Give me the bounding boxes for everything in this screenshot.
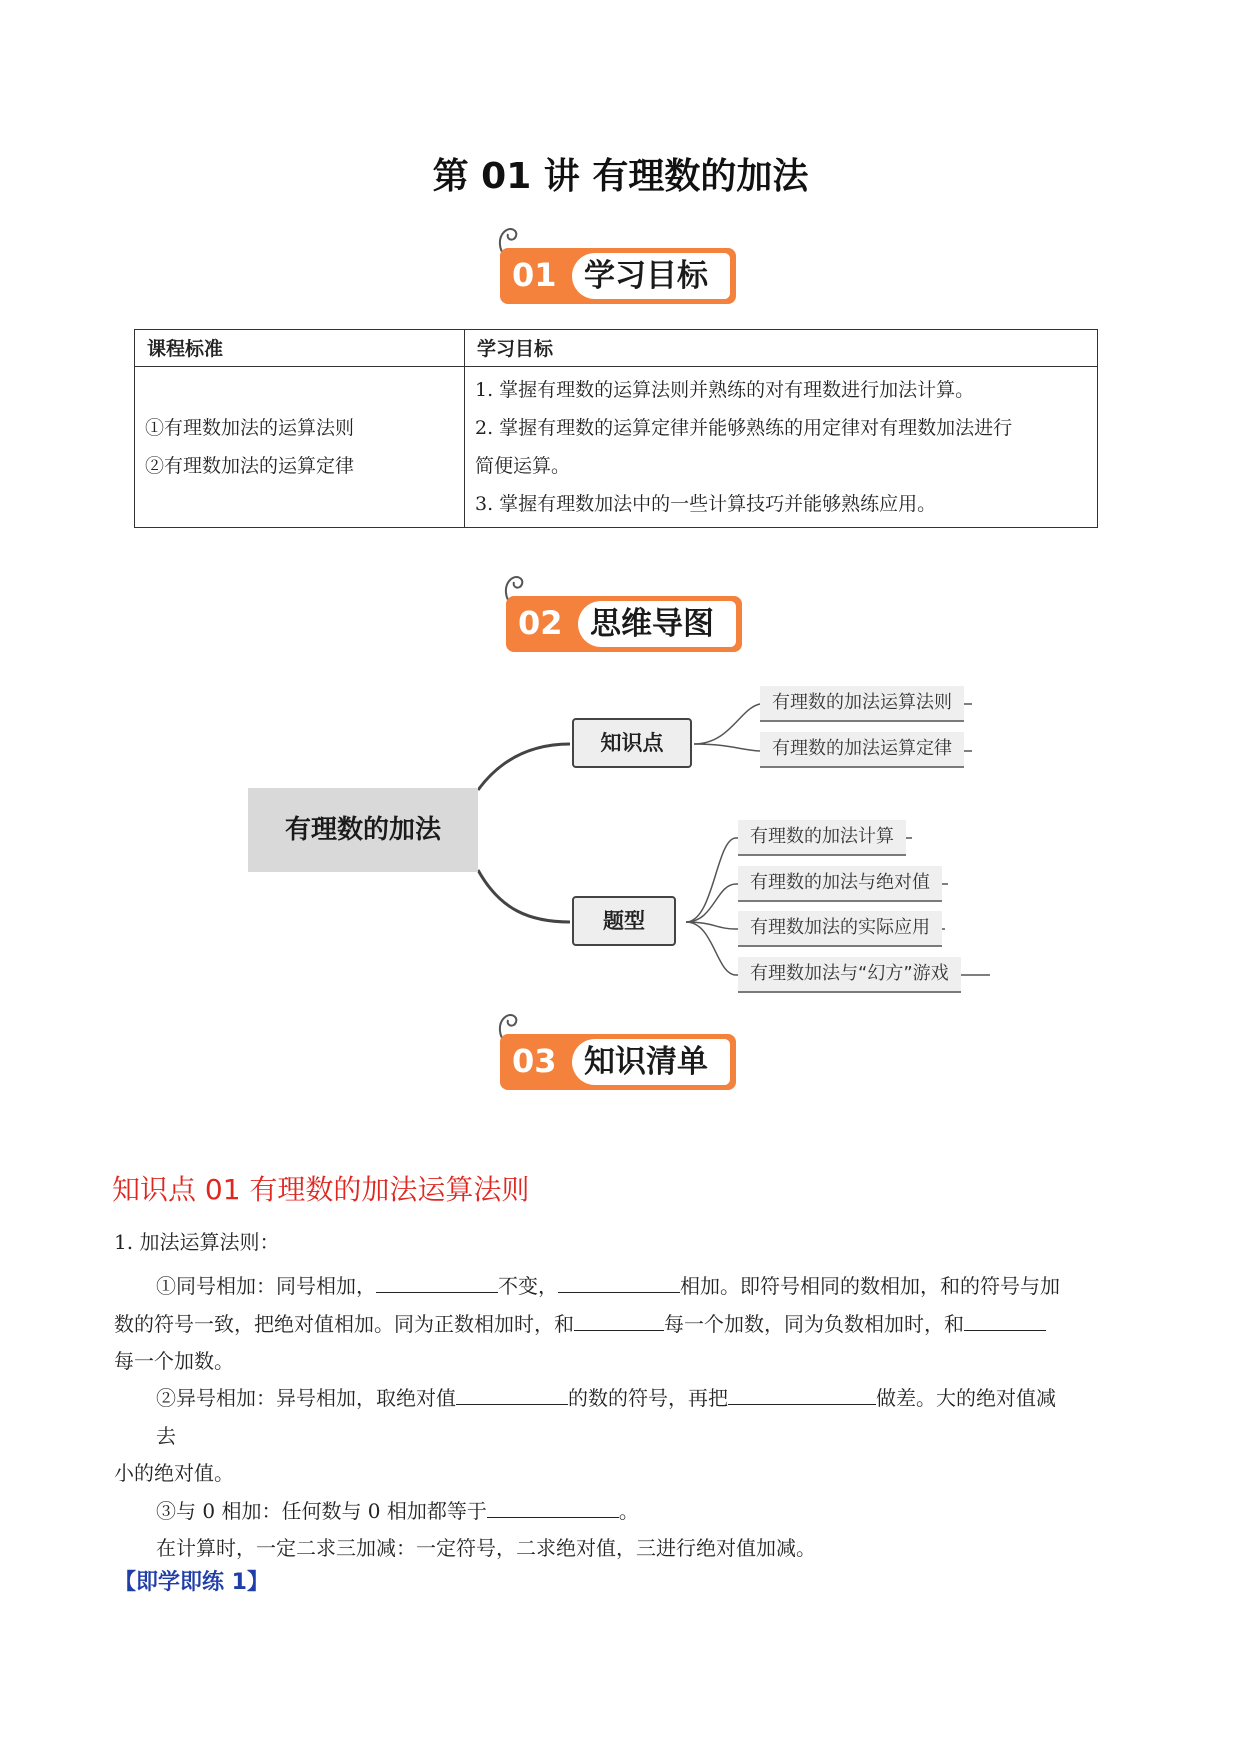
mindmap-node-knowledge: 知识点 [572,718,692,768]
rule-text: 的数的符号，再把 [568,1386,728,1410]
rule-text: 数的符号一致，把绝对值相加。同为正数相加时，和 [114,1312,574,1336]
table-header-objective: 学习目标 [465,330,1098,367]
rule-opposite-sign-line1 [156,1380,1056,1416]
rule-same-sign-line3: 每一个加数。 [114,1349,234,1373]
rule-opposite-sign-line2: 去 [156,1424,176,1448]
mindmap-leaf: 有理数的加法运算法则 [760,686,964,722]
banner-number: 03 [512,1042,557,1080]
rule-summary: 在计算时，一定二求三加减：一定符号，二求绝对值，三进行绝对值加减。 [156,1536,816,1560]
fill-blank[interactable] [728,1382,876,1405]
objective-item: 3. 掌握有理数加法中的一些计算技巧并能够熟练应用。 [475,493,937,515]
mindmap-node-types: 题型 [572,896,676,946]
fill-blank[interactable] [487,1495,619,1518]
fill-blank[interactable] [558,1270,680,1293]
banner-label: 知识清单 [572,1039,730,1085]
mindmap-leaf: 有理数的加法与绝对值 [738,866,942,902]
fill-blank[interactable] [456,1382,568,1405]
rule-same-sign-line2 [114,1306,1046,1342]
objective-item: 简便运算。 [475,455,571,477]
rule-text: 每一个加数，同为负数相加时，和 [664,1312,964,1336]
practice-label: 【即学即练 1】 [114,1570,269,1595]
mindmap-root: 有理数的加法 [248,788,478,872]
objective-item: 1. 掌握有理数的运算法则并熟练的对有理数进行加法计算。 [475,379,975,401]
rule-same-sign-line1 [156,1268,1060,1304]
fill-blank[interactable] [964,1308,1046,1331]
rule-title: 1. 加法运算法则： [114,1230,280,1254]
standard-item: ①有理数加法的运算法则 [145,417,355,439]
banner-label: 学习目标 [572,253,730,299]
section-banner-knowledge [500,1030,740,1094]
mindmap-leaf: 有理数的加法运算定律 [760,732,964,768]
rule-text: 。 [618,1499,639,1523]
rule-text: ①同号相加：同号相加， [156,1274,376,1298]
rule-text: 相加。即符号相同的数相加，和的符号与加 [680,1274,1060,1298]
rule-opposite-sign-line3: 小的绝对值。 [114,1461,234,1485]
banner-number: 02 [518,604,563,642]
knowledge-point-heading: 知识点 01 有理数的加法运算法则 [112,1173,530,1206]
objective-item: 2. 掌握有理数的运算定律并能够熟练的用定律对有理数加法进行 [475,417,1013,439]
banner-number: 01 [512,256,557,294]
banner-label: 思维导图 [578,601,736,647]
table-header-standard: 课程标准 [135,330,465,367]
rule-text: ②异号相加：异号相加，取绝对值 [156,1386,456,1410]
mindmap-leaf: 有理数加法与“幻方”游戏 [738,957,961,993]
mindmap-leaf: 有理数的加法计算 [738,820,906,856]
page-title: 第 01 讲 有理数的加法 [432,156,809,197]
mindmap-leaf: 有理数加法的实际应用 [738,911,942,947]
standard-item: ②有理数加法的运算定律 [145,455,355,477]
rule-text: ③与 0 相加：任何数与 0 相加都等于 [156,1499,487,1523]
fill-blank[interactable] [376,1270,498,1293]
rule-text: 不变， [498,1274,558,1298]
rule-text: 做差。大的绝对值减 [876,1386,1056,1410]
fill-blank[interactable] [574,1308,664,1331]
rule-zero-line [156,1493,639,1529]
